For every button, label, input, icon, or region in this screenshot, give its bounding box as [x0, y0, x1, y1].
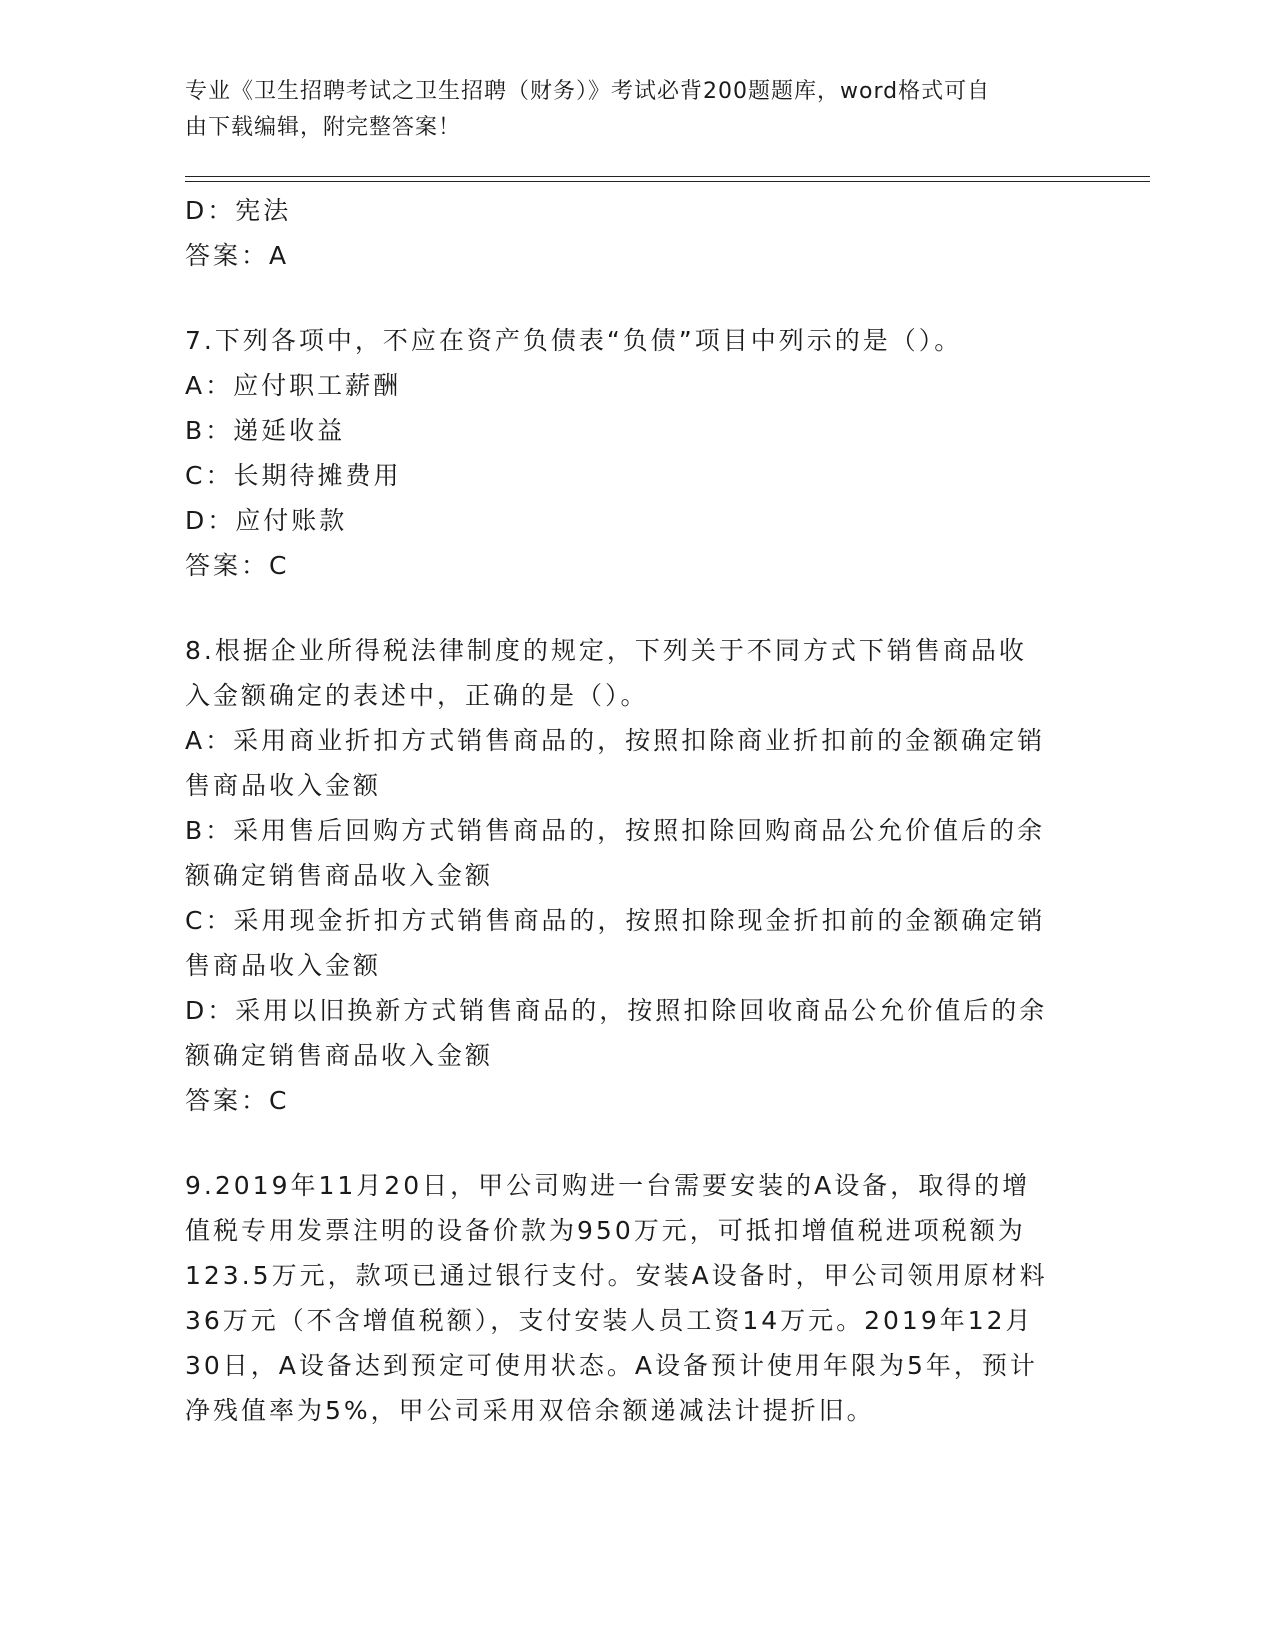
q7-stem: 7.下列各项中，不应在资产负债表“负债”项目中列示的是（）。	[185, 326, 963, 355]
q8-stem-line-2: 入金额确定的表述中，正确的是（）。	[185, 681, 649, 710]
q8-option-b-line-1: B：采用售后回购方式销售商品的，按照扣除回购商品公允价值后的余	[185, 816, 1046, 845]
q9-line-6: 净残值率为5%，甲公司采用双倍余额递减法计提折旧。	[185, 1396, 875, 1425]
spacer	[185, 1123, 1080, 1163]
spacer	[185, 278, 1080, 318]
header-title-line-2: 由下载编辑，附完整答案！	[185, 115, 462, 140]
header-divider-bottom	[185, 181, 1150, 182]
question-8	[185, 628, 1080, 1123]
header-divider-top	[185, 176, 1150, 177]
q8-option-d-line-2: 额确定销售商品收入金额	[185, 1041, 494, 1070]
q9-line-2: 值税专用发票注明的设备价款为950万元，可抵扣增值税进项税额为	[185, 1216, 1026, 1245]
prev-option-d: D：宪法	[185, 196, 292, 225]
question-9	[185, 1163, 1080, 1433]
q8-option-d-line-1: D：采用以旧换新方式销售商品的，按照扣除回收商品公允价值后的余	[185, 996, 1048, 1025]
q9-line-4: 36万元（不含增值税额），支付安装人员工资14万元。2019年12月	[185, 1306, 1034, 1335]
q8-option-c-line-1: C：采用现金折扣方式销售商品的，按照扣除现金折扣前的金额确定销	[185, 906, 1046, 935]
q7-option-c: C：长期待摊费用	[185, 461, 402, 490]
q8-option-b-line-2: 额确定销售商品收入金额	[185, 861, 494, 890]
question-content	[185, 188, 1080, 1433]
q8-option-c-line-2: 售商品收入金额	[185, 951, 382, 980]
spacer	[185, 588, 1080, 628]
q7-option-d: D：应付账款	[185, 506, 348, 535]
prev-question-tail	[185, 188, 1080, 278]
q7-option-a: A：应付职工薪酬	[185, 371, 402, 400]
q8-option-a-line-1: A：采用商业折扣方式销售商品的，按照扣除商业折扣前的金额确定销	[185, 726, 1046, 755]
q9-line-3: 123.5万元，款项已通过银行支付。安装A设备时，甲公司领用原材料	[185, 1261, 1048, 1290]
header-title-line-1: 专业《卫生招聘考试之卫生招聘（财务）》考试必背200题题库，word格式可自	[185, 79, 991, 104]
q7-answer: 答案：C	[185, 551, 290, 580]
q8-option-a-line-2: 售商品收入金额	[185, 771, 382, 800]
prev-answer: 答案：A	[185, 241, 290, 270]
q8-answer: 答案：C	[185, 1086, 290, 1115]
q9-line-5: 30日，A设备达到预定可使用状态。A设备预计使用年限为5年，预计	[185, 1351, 1038, 1380]
q7-option-b: B：递延收益	[185, 416, 346, 445]
question-7	[185, 318, 1080, 588]
q8-stem-line-1: 8.根据企业所得税法律制度的规定，下列关于不同方式下销售商品收	[185, 636, 1027, 665]
q9-line-1: 9.2019年11月20日，甲公司购进一台需要安装的A设备，取得的增	[185, 1171, 1031, 1200]
document-header	[185, 74, 1065, 146]
